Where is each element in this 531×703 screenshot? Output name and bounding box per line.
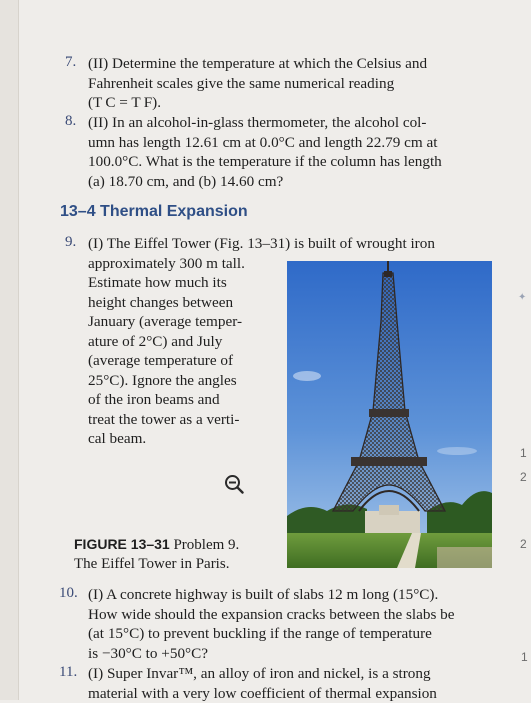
text-line: January (average temper- (88, 312, 435, 332)
problem-7-text (88, 54, 427, 113)
text-line: (I) A concrete highway is built of slabs 12 m long (15°C). (88, 585, 455, 605)
text-line: (average temperature of (88, 351, 435, 371)
margin-mark: 2 (520, 537, 527, 551)
text-line: (at 15°C) to prevent buckling if the range of temperature (88, 624, 455, 644)
text-line: height changes between (88, 293, 435, 313)
problem-8-number: 8. (65, 113, 76, 130)
section-heading: 13–4 Thermal Expansion (60, 203, 248, 221)
text-line: approximately 300 m tall. (88, 254, 435, 274)
problem-9-number: 9. (65, 234, 76, 251)
figure-caption-line: The Eiffel Tower in Paris. (74, 555, 239, 574)
zoom-out-icon[interactable] (224, 474, 244, 494)
margin-star-icon: ✦ (518, 292, 526, 303)
gutter-divider (18, 0, 19, 700)
text-line: Estimate how much its (88, 273, 435, 293)
text-line: How wide should the expansion cracks between the slabs be (88, 605, 455, 625)
margin-mark: 1 (520, 446, 527, 460)
margin-mark: 2 (520, 470, 527, 484)
text-line: (I) The Eiffel Tower (Fig. 13–31) is built of wrought iron (88, 234, 435, 254)
figure-label: FIGURE 13–31 (74, 536, 170, 552)
text-line: (T C = T F). (88, 93, 427, 113)
text-line: cal beam. (88, 429, 435, 449)
margin-mark: 1 (521, 650, 528, 664)
figure-caption (74, 535, 239, 574)
text-line: Fahrenheit scales give the same numerical reading (88, 74, 427, 94)
eiffel-tower-photo (287, 261, 492, 568)
text-line: of the iron beams and (88, 390, 435, 410)
problem-10-number: 10. (59, 585, 78, 602)
text-line: ature of 2°C) and July (88, 332, 435, 352)
problem-8-text (88, 113, 442, 191)
text-line: (II) Determine the temperature at which the Celsius and (88, 54, 427, 74)
text-line: treat the tower as a verti- (88, 410, 435, 430)
text-line: material with a very low coefficient of thermal expansion (88, 684, 437, 703)
problem-11-number: 11. (59, 664, 77, 681)
figure-caption-problem: Problem 9. (170, 537, 240, 553)
text-line: (a) 18.70 cm, and (b) 14.60 cm? (88, 172, 442, 192)
problem-7-number: 7. (65, 54, 76, 71)
text-line: is −30°C to +50°C? (88, 644, 455, 664)
text-line: umn has length 12.61 cm at 0.0°C and length 22.79 cm at (88, 133, 442, 153)
text-line: (II) In an alcohol-in-glass thermometer, the alcohol col- (88, 113, 442, 133)
text-line: (I) Super Invar™, an alloy of iron and nickel, is a strong (88, 664, 437, 684)
problem-11-text (88, 664, 437, 703)
page-gutter (0, 0, 18, 700)
text-line: 25°C). Ignore the angles (88, 371, 435, 391)
problem-10-text (88, 585, 455, 663)
text-line: 100.0°C. What is the temperature if the column has length (88, 152, 442, 172)
